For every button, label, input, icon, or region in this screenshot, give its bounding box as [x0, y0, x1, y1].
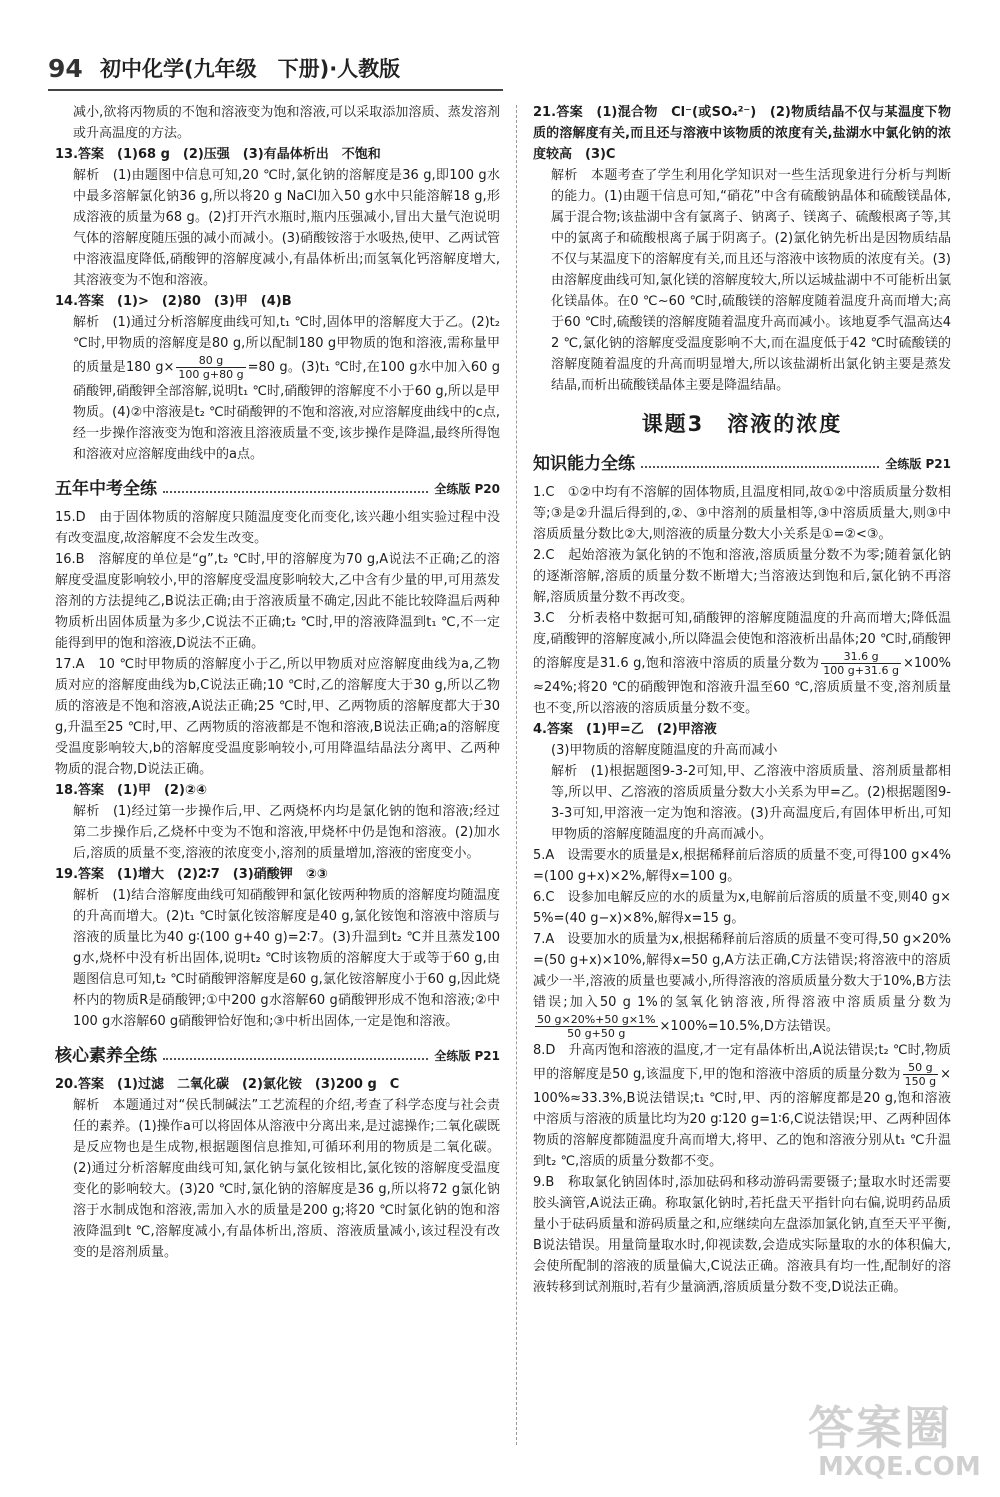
r3-fraction-denominator: 100 g+31.6 g [823, 664, 899, 677]
section-title: 核心素养全练 [55, 1046, 157, 1066]
section-dots [641, 466, 879, 468]
r8-fraction-numerator: 50 g [903, 1061, 938, 1075]
column-divider [516, 105, 517, 1445]
q15: 15.D 由于固体物质的溶解度只随温度变化而变化,该兴趣小组实验过程中没有改变温度,故溶解度不会发生改变。 [55, 510, 500, 546]
r7-fraction-denominator: 50 g+50 g [567, 1027, 626, 1040]
q16: 16.B 溶解度的单位是“g”,t₂ ℃时,甲的溶解度为70 g,A说法不正确;乙的溶解度受温度影响较小,甲的溶解度受温度影响较大,乙中含有少量的甲,可用蒸发溶剂的方法提纯乙,B说法正确;由于溶液质量不确定,因此不能比较降温后两种物质析出固体质量为多少,C说法不正确;t₂ ℃时,甲的溶液降温到t₁ ℃,不一定能得到甲的饱和溶液,D说法不正确。 [55, 552, 500, 651]
q12-tail: 减小,欲将丙物质的不饱和溶液变为饱和溶液,可以采取添加溶质、蒸发溶剂或升高温度的方法。 [73, 105, 500, 141]
lesson-title: 课题3 溶液的浓度 [641, 412, 843, 436]
section-ref: 全练版 P21 [885, 457, 951, 471]
r7 [533, 929, 951, 1040]
q19-analysis: 解析 (1)结合溶解度曲线可知硝酸钾和氯化铵两种物质的溶解度均随温度的升高而增大。(2)t₁ ℃时氯化铵溶解度是40 g,氯化铵饱和溶液中溶质与溶液的质量比为40 g∶(100 g+40 g)=2∶7。(3)升温到t₂ ℃并且蒸发100 g水,烧杯中没有析出固体,说明t₂ ℃时该物质的溶解度大于或等于60 g,由题图信息可知,t₂ ℃时硝酸钾溶解度是60 g,氯化铵溶解度小于60 g,因此烧杯内的物质R是硝酸钾;①中200 g水溶解60 g硝酸钾形成不饱和溶液;②中100 g水溶解60 g硝酸钾恰好饱和;③中析出固体,一定是饱和溶液。 [73, 888, 500, 1029]
r8-fraction-denominator: 150 g [904, 1075, 937, 1088]
r3-fraction [821, 650, 901, 677]
r6: 6.C 设参加电解反应的水的质量为x,电解前后溶质的质量不变,则40 g×5%=(40 g−x)×8%,解得x=15 g。 [533, 890, 951, 926]
q20-answer: 20.答案 (1)过滤 二氧化碳 (2)氯化铵 (3)200 g C [55, 1077, 400, 1092]
q21-analysis: 解析 本题考查了学生利用化学知识对一些生活现象进行分析与判断的能力。(1)由题干信息可知,“硝花”中含有硫酸钠晶体和硫酸镁晶体,属于混合物;该盐湖中含有氯离子、钠离子、镁离子、硫酸根离子等,其中的氯离子和硫酸根离子属于阴离子。(2)氯化钠先析出是因物质结晶不仅与某温度下的溶解度有关,而且还与溶液中该物质的浓度有关。(3)由溶解度曲线可知,氯化镁的溶解度较大,所以运城盐湖中不可能析出氯化镁晶体。在0 ℃~60 ℃时,硫酸镁的溶解度随着温度升高而增大;高于60 ℃时,硫酸镁的溶解度随着温度升高而减小。该地夏季气温高达42 ℃,氯化钠的溶解度受温度影响不大,而在温度低于42 ℃时硫酸镁的溶解度随着温度的升高而明显增大,所以该盐湖析出氯化钠主要是蒸发结晶,而析出硫酸镁晶体主要是降温结晶。 [551, 168, 951, 393]
page-number: 94 [48, 54, 83, 83]
header-rule [48, 89, 503, 91]
r4-analysis: 解析 (1)根据题图9-3-2可知,甲、乙溶液中溶质质量、溶剂质量都相等,所以甲、乙溶液的溶质质量分数大小关系为甲=乙。(2)根据题图9-3-3可知,甲溶液一定为饱和溶液。(3)升高温度后,有固体甲析出,可知甲物质的溶解度随温度的升高而减小。 [551, 764, 951, 842]
watermark [808, 1392, 981, 1487]
q21-answer: 21.答案 (1)混合物 Cl⁻(或SO₄²⁻) (2)物质结晶不仅与某温度下物质的溶解度有关,而且还与溶液中该物质的浓度有关,盐湖水中氯化钠的浓度较高 (3)C [533, 105, 951, 162]
r7-fraction-numerator: 50 g×20%+50 g×1% [537, 1013, 656, 1026]
section-core-literacy [55, 1040, 500, 1066]
right-column [533, 102, 951, 1298]
q14-answer: 14.答案 (1)> (2)80 (3)甲 (4)B [55, 294, 292, 309]
r8 [533, 1040, 951, 1172]
watermark-text: 答案圈 [808, 1401, 952, 1455]
q20-analysis: 解析 本题通过对“侯氏制碱法”工艺流程的介绍,考查了科学态度与社会责任的素养。(1)操作a可以将固体从溶液中分离出来,是过滤操作;二氧化碳既是反应物也是生成物,根据题图信息推知,可循环利用的物质是二氧化碳。(2)通过分析溶解度曲线可知,氯化钠与氯化铵相比,氯化铵的溶解度受温度变化的影响较大。(3)20 ℃时,氯化钠的溶解度是36 g,所以将72 g氯化钠溶于水制成饱和溶液,需加入水的质量是200 g;将20 ℃时氯化钠的饱和溶液降温到t ℃,溶解度减小,有晶体析出,溶质、溶液质量减小,该过程没有改变的是溶剂质量。 [73, 1098, 500, 1260]
q14-fraction [176, 354, 245, 381]
q14-analysis-part2: =80 g。(3)t₁ ℃时,在100 g水中加入60 g硝酸钾,硝酸钾全部溶解,说明t₁ ℃时,硝酸钾的溶解度不小于60 g,所以是甲物质。(4)②中溶液是t₂ ℃时硝酸钾的不饱和溶液,对应溶解度曲线中的c点,经一步操作溶液变为饱和溶液且溶液质量不变,该步操作是降温,最终所得饱和溶液对应溶解度曲线中的a点。 [73, 360, 501, 462]
section-ref: 全练版 P20 [434, 482, 500, 496]
r4-answer-2: (3)甲物质的溶解度随温度的升高而减小 [551, 743, 778, 758]
q14-fraction-denominator: 100 g+80 g [178, 368, 244, 381]
r2: 2.C 起始溶液为氯化钠的不饱和溶液,溶质质量分数不为零;随着氯化钠的逐渐溶解,溶质的质量分数不断增大;当溶液达到饱和后,氯化钠不再溶解,溶质质量分数不再改变。 [533, 548, 951, 605]
q18-answer: 18.答案 (1)甲 (2)②④ [55, 783, 207, 798]
left-column [55, 102, 500, 1263]
q18-analysis: 解析 (1)经过第一步操作后,甲、乙两烧杯内均是氯化钠的饱和溶液;经过第二步操作后,乙烧杯中变为不饱和溶液,甲烧杯中仍是饱和溶液。(2)加水后,溶质的质量不变,溶液的浓度变小,溶剂的质量增加,溶液的密度变小。 [73, 804, 500, 861]
watermark-url: MXQE.COM [818, 1452, 981, 1482]
r3-fraction-numerator: 31.6 g [821, 650, 901, 664]
section-dots [163, 1058, 428, 1060]
section-knowledge-ability [533, 448, 951, 474]
r3 [533, 608, 951, 719]
r8-part1: 8.D 升高丙饱和溶液的温度,才一定有晶体析出,A说法错误;t₂ ℃时,物质甲的溶解度是50 g,该温度下,甲的饱和溶液中溶质的质量分数为 [533, 1043, 951, 1082]
q13-answer: 13.答案 (1)68 g (2)压强 (3)有晶体析出 不饱和 [55, 147, 381, 162]
r5: 5.A 设需要水的质量是x,根据稀释前后溶质的质量不变,可得100 g×4%=(100 g+x)×2%,解得x=100 g。 [533, 848, 951, 884]
r3-part2: ×100%≈24%;将20 ℃的硝酸钾饱和溶液升温至60 ℃,溶质质量不变,溶剂质量也不变,所以溶液的溶质质量分数不变。 [533, 656, 951, 716]
r7-fraction [535, 1013, 658, 1040]
section-title: 五年中考全练 [55, 479, 157, 499]
page-header [48, 55, 508, 89]
section-title: 知识能力全练 [533, 454, 635, 474]
q14-analysis-part1: 解析 (1)通过分析溶解度曲线可知,t₁ ℃时,固体甲的溶解度大于乙。(2)t₂ ℃时,甲物质的溶解度是80 g,所以配制180 g甲物质的饱和溶液,需称量甲的质量是180 g× [73, 315, 500, 375]
r8-part2: ×100%≈33.3%,B说法错误;t₁ ℃时,甲、丙的溶解度都是20 g,饱和溶液中溶质与溶液的质量比均为20 g∶120 g=1∶6,C说法错误;甲、乙两种固体物质的溶解度都随温度升高而增大,将甲、乙的饱和溶液分别从t₁ ℃升温到t₂ ℃,溶质的质量分数都不变。 [533, 1067, 951, 1169]
q13-analysis: 解析 (1)由题图中信息可知,20 ℃时,氯化钠的溶解度是36 g,即100 g水中最多溶解氯化钠36 g,所以将20 g NaCl加入50 g水中只能溶解18 g,形成溶液的质量为68 g。(2)打开汽水瓶时,瓶内压强减小,冒出大量气泡说明气体的溶解度随压强的减小而减小。(3)硝酸铵溶于水吸热,使甲、乙两试管中溶液温度降低,硝酸钾的溶解度减小,有晶体析出;而氢氧化钙溶解度增大,其溶液变为不饱和溶液。 [73, 168, 500, 288]
section-ref: 全练版 P21 [434, 1049, 500, 1063]
r1: 1.C ①②中均有不溶解的固体物质,且温度相同,故①②中溶质质量分数相等;③是②升温后得到的,②、③中溶剂的质量相等,③中溶质质量大,则③中溶质质量分数比②大,则溶液的质量分数大小关系是①=②<③。 [533, 485, 951, 542]
book-title: 初中化学(九年级 下册)·人教版 [100, 57, 401, 81]
r4-answer: 4.答案 (1)甲=乙 (2)甲溶液 [533, 722, 717, 737]
section-dots [163, 491, 428, 493]
r7-part1: 7.A 设要加水的质量为x,根据稀释前后溶质的质量不变可得,50 g×20%=(50 g+x)×10%,解得x=50 g,A方法正确,C方法错误;将溶液中的溶质减少一半,溶液的质量也要减小,所得溶液的溶质质量分数大于10%,B方法错误;加入50 g 1%的氢氧化钠溶液,所得溶液中溶质质量分数为 [533, 932, 951, 1010]
r3-part1: 3.C 分析表格中数据可知,硝酸钾的溶解度随温度的升高而增大;降低温度,硝酸钾的溶解度减小,所以降温会使饱和溶液析出晶体;20 ℃时,硝酸钾的溶解度是31.6 g,饱和溶液中溶质的质量分数为 [533, 611, 951, 671]
q17: 17.A 10 ℃时甲物质的溶解度小于乙,所以甲物质对应溶解度曲线为a,乙物质对应的溶解度曲线为b,C说法正确;10 ℃时,乙的溶解度大于30 g,所以乙物质的溶液是不饱和溶液,A说法正确;25 ℃时,甲、乙两物质的溶解度都大于30 g,升温至25 ℃时,甲、乙两物质的溶液都是不饱和溶液,B说法正确;a的溶解度受温度影响较大,b的溶解度受温度影响较小,可用降温结晶法分离甲、乙两种物质的混合物,D说法正确。 [55, 657, 500, 777]
q14-fraction-numerator: 80 g [176, 354, 245, 368]
section-five-year-exam [55, 473, 500, 499]
r9: 9.B 称取氯化钠固体时,添加砝码和移动游码需要镊子;量取水时还需要胶头滴管,A说法正确。称取氯化钠时,若托盘天平指针向右偏,说明药品质量小于砝码质量和游码质量之和,应继续向左盘添加氯化钠,直至天平平衡,B说法错误。用量筒量取水时,仰视读数,会造成实际量取的水的体积偏大,会使所配制的溶液的质量偏大,C说法正确。溶液具有均一性,配制好的溶液转移到试剂瓶时,若有少量滴洒,溶质质量分数不变,D说法正确。 [533, 1175, 951, 1295]
q14-analysis [55, 312, 500, 465]
r7-part2: ×100%=10.5%,D方法错误。 [659, 1019, 839, 1034]
q19-answer: 19.答案 (1)增大 (2)2∶7 (3)硝酸钾 ②③ [55, 867, 328, 882]
r8-fraction [903, 1061, 938, 1088]
